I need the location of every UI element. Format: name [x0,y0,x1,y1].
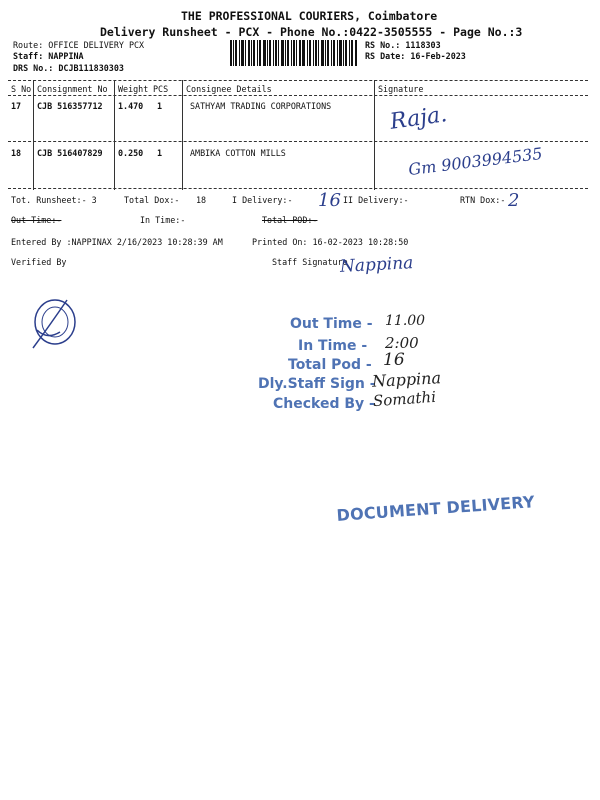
table-bottom-rule [8,188,588,189]
total-pod-label: Total POD:- [262,215,318,225]
rs-date: RS Date: 16-Feb-2023 [365,51,466,61]
rtn-dox-value: 2 [508,190,520,211]
col-separator [182,80,183,190]
row-18-weight: 0.250 [118,148,144,158]
col-header-consignee: Consignee Details [186,84,272,94]
row-17-signature: Raja. [388,102,449,135]
staff-signature-hand: Nappina [339,253,414,277]
col-separator [374,80,375,190]
runsheet-subtitle: Delivery Runsheet - PCX - Phone No.:0422-3505555 - Page No.:3 [100,25,523,39]
i-delivery-value: 16 [318,190,341,211]
stamp-dly-staff-label: Dly.Staff Sign - [258,376,376,392]
round-seal-graphic [25,290,85,355]
barcode [230,40,358,66]
row-separator [8,141,588,142]
printed-on: Printed On: 16-02-2023 10:28:50 [252,237,409,247]
round-seal-icon [25,290,85,355]
document-delivery-stamp: DOCUMENT DELIVERY [336,492,536,525]
stamp-total-pod-value: 16 [383,350,405,370]
col-header-consignment: Consignment No [37,84,108,94]
stamp-out-time-value: 11.00 [385,313,426,329]
row-17-sno: 17 [11,101,22,111]
verified-by: Verified By [11,257,67,267]
row-18-consignee: AMBIKA COTTON MILLS [190,148,286,158]
tot-runsheet: Tot. Runsheet:- 3 [11,195,97,205]
row-17-consignee: SATHYAM TRADING CORPORATIONS [190,101,332,111]
entered-by: Entered By :NAPPINAX 2/16/2023 10:28:39 AM [11,237,223,247]
total-dox-label: Total Dox:- [124,195,180,205]
row-17-consignment: CJB 516357712 [37,101,103,111]
stamp-checked-by-value: Somathi [372,387,437,411]
i-delivery-label: I Delivery:- [232,195,293,205]
table-header-rule [8,95,588,96]
ii-delivery-label: II Delivery:- [343,195,409,205]
total-dox-value: 18 [196,195,207,205]
col-header-pcs: PCS [153,84,169,94]
staff-signature-label: Staff Signature [272,257,348,267]
col-separator [33,80,34,190]
stamp-total-pod-label: Total Pod - [288,357,372,373]
barcode-graphic [230,40,358,66]
stamp-checked-by-label: Checked By - [273,396,375,412]
col-header-signature: Signature [378,84,424,94]
staff: Staff: NAPPINA [13,51,84,61]
stamp-in-time-value: 2:00 [385,334,419,352]
col-separator [114,80,115,190]
drs-number: DRS No.: DCJB111830303 [13,63,124,73]
col-header-sno: S No [11,84,32,94]
rs-number: RS No.: 1118303 [365,40,441,50]
company-title: THE PROFESSIONAL COURIERS, Coimbatore [181,9,438,23]
rtn-dox-label: RTN Dox:- [460,195,506,205]
in-time-label: In Time:- [140,215,186,225]
row-17-weight: 1.470 [118,101,144,111]
out-time-label: Out Time:- [11,215,62,225]
stamp-in-time-label: In Time - [298,338,368,354]
stamp-dly-staff-value: Nappina [371,368,442,391]
row-18-signature: Gm 9003994535 [407,143,544,180]
stamp-out-time-label: Out Time - [290,316,373,332]
row-17-pcs: 1 [157,101,163,111]
table-top-rule [8,80,588,81]
col-header-weight: Weight [118,84,149,94]
row-18-pcs: 1 [157,148,163,158]
row-18-sno: 18 [11,148,22,158]
row-18-consignment: CJB 516407829 [37,148,103,158]
route: Route: OFFICE DELIVERY PCX [13,40,145,50]
